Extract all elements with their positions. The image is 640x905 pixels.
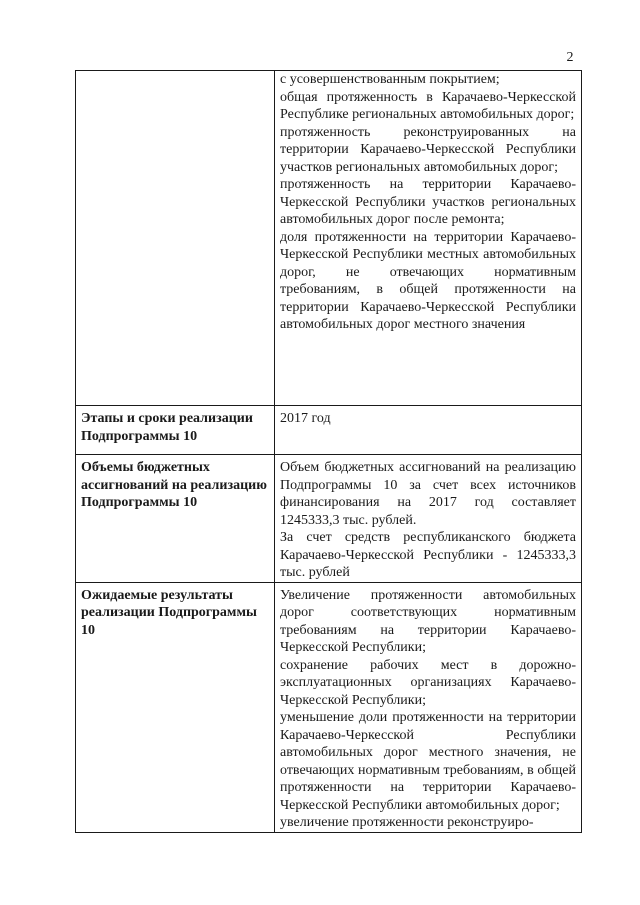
row-budget-allocations — [76, 455, 582, 583]
row-stages-and-terms — [76, 406, 582, 455]
value-paragraph: протяженность на территории Карачаево-Черкесской Республики участков региональных автомобильных дорог после ремонта; — [280, 177, 576, 227]
row-label-text: Ожидаемые результаты реализации Подпрограммы 10 — [81, 587, 257, 638]
row-label — [76, 582, 275, 832]
row-value — [275, 71, 582, 406]
value-paragraph: увеличение протяженности реконструиро- — [280, 815, 534, 830]
value-paragraph: Увеличение протяженности автомобильных дорог соответствующих нормативным требованиям на территории Карачаево-Черкесской Республики; — [280, 587, 576, 655]
row-label-text: Объемы бюджетных ассигнований на реализацию Подпрограммы 10 — [81, 460, 267, 510]
row-expected-results — [76, 582, 582, 832]
value-paragraph: доля протяженности на территории Карачаево-Черкесской Республики местных автомобильных дорог, не отвечающих нормативным требованиям, в общей протяженности на территории Карачаево-Черкесской Республики автомобильных дорог местного значения — [280, 229, 576, 332]
value-paragraph: 2017 год — [280, 411, 331, 426]
page-number: 2 — [566, 50, 574, 65]
row-label — [76, 406, 275, 455]
value-paragraph: сохранение рабочих мест в дорожно-эксплуатационных организациях Карачаево-Черкесской Республики; — [280, 657, 576, 708]
row-label — [76, 455, 275, 583]
value-paragraph: Объем бюджетных ассигнований на реализацию Подпрограммы 10 за счет всех источников финансирования на 2017 год составляет 1245333,3 тыс. рублей. — [280, 460, 576, 528]
row-value — [275, 406, 582, 455]
value-paragraph: протяженность реконструированных на территории Карачаево-Черкесской Республики участков региональных автомобильных дорог; — [280, 124, 576, 175]
value-paragraph: За счет средств республиканского бюджета Карачаево-Черкесской Республики - 1245333,3 тыс. рублей — [280, 530, 576, 580]
value-paragraph: уменьшение доли протяженности на территории Карачаево-Черкесской Республики автомобильных дорог местного значения, не отвечающих нормативным требованиям, в общей протяженности на территории Карачаево-Черкесской Республики автомобильных дорог; — [280, 710, 576, 813]
row-target-indicators-continued — [76, 71, 582, 406]
row-label-text: Этапы и сроки реализации Подпрограммы 10 — [81, 411, 253, 444]
row-value — [275, 582, 582, 832]
value-paragraph: общая протяженность в Карачаево-Черкесской Республике региональных автомобильных дорог; — [280, 89, 576, 122]
subprogram-passport-table — [75, 70, 582, 833]
row-value — [275, 455, 582, 583]
row-label — [76, 71, 275, 406]
value-paragraph: с усовершенствованным покрытием; — [280, 72, 500, 87]
